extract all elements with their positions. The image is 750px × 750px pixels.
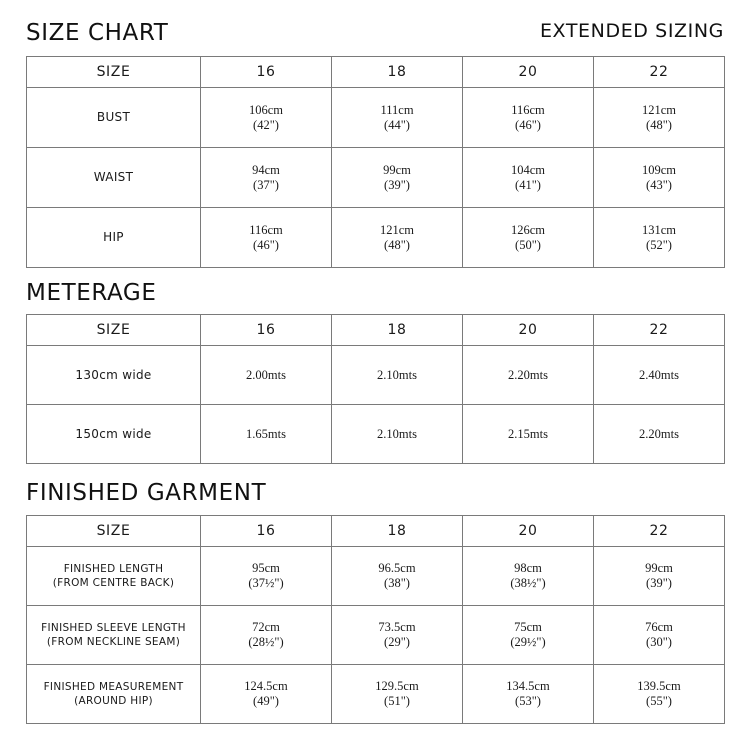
table-cell: 75cm (29½") [463, 606, 594, 665]
table-cell: 76cm (30") [594, 606, 725, 665]
finished-garment-table [26, 515, 725, 724]
row-label-finished-measurement: FINISHED MEASUREMENT (AROUND HIP) [27, 665, 201, 724]
table-cell: 98cm (38½") [463, 547, 594, 606]
table-row [27, 346, 725, 405]
header-cell-22: 22 [594, 516, 725, 547]
row-label-150cm-wide: 150cm wide [27, 405, 201, 464]
table-cell: 1.65mts [201, 405, 332, 464]
table-cell: 95cm (37½") [201, 547, 332, 606]
row-label-finished-sleeve-length: FINISHED SLEEVE LENGTH (FROM NECKLINE SEAM) [27, 606, 201, 665]
header-cell-18: 18 [332, 57, 463, 88]
table-cell: 2.10mts [332, 346, 463, 405]
table-cell: 2.10mts [332, 405, 463, 464]
header-cell-20: 20 [463, 516, 594, 547]
table-cell: 2.15mts [463, 405, 594, 464]
table-cell: 124.5cm (49") [201, 665, 332, 724]
table-row [27, 148, 725, 208]
row-label-finished-length: FINISHED LENGTH (FROM CENTRE BACK) [27, 547, 201, 606]
table-cell: 99cm (39") [594, 547, 725, 606]
table-row [27, 547, 725, 606]
row-label-hip: HIP [27, 208, 201, 268]
table-cell: 2.40mts [594, 346, 725, 405]
size-chart-title: SIZE CHART [26, 20, 169, 46]
table-cell: 2.20mts [463, 346, 594, 405]
header-cell-20: 20 [463, 315, 594, 346]
table-cell: 126cm (50") [463, 208, 594, 268]
table-header-row [27, 315, 725, 346]
header-cell-18: 18 [332, 516, 463, 547]
table-cell: 99cm (39") [332, 148, 463, 208]
header-cell-16: 16 [201, 57, 332, 88]
table-cell: 134.5cm (53") [463, 665, 594, 724]
table-cell: 2.00mts [201, 346, 332, 405]
header-cell-20: 20 [463, 57, 594, 88]
table-cell: 129.5cm (51") [332, 665, 463, 724]
header-cell-22: 22 [594, 315, 725, 346]
row-label-130cm-wide: 130cm wide [27, 346, 201, 405]
row-label-waist: WAIST [27, 148, 201, 208]
table-cell: 109cm (43") [594, 148, 725, 208]
table-cell: 94cm (37") [201, 148, 332, 208]
table-cell: 2.20mts [594, 405, 725, 464]
header-cell-size: SIZE [27, 516, 201, 547]
table-row [27, 665, 725, 724]
header-cell-16: 16 [201, 315, 332, 346]
table-cell: 139.5cm (55") [594, 665, 725, 724]
header-cell-size: SIZE [27, 57, 201, 88]
table-cell: 106cm (42") [201, 88, 332, 148]
table-header-row [27, 516, 725, 547]
extended-sizing-label: EXTENDED SIZING [539, 20, 724, 42]
table-cell: 116cm (46") [201, 208, 332, 268]
table-row [27, 208, 725, 268]
finished-garment-title: FINISHED GARMENT [26, 480, 267, 506]
header-cell-size: SIZE [27, 315, 201, 346]
table-cell: 121cm (48") [332, 208, 463, 268]
header-cell-22: 22 [594, 57, 725, 88]
meterage-table [26, 314, 725, 464]
table-cell: 73.5cm (29") [332, 606, 463, 665]
table-cell: 121cm (48") [594, 88, 725, 148]
table-cell: 104cm (41") [463, 148, 594, 208]
table-row [27, 88, 725, 148]
header-cell-16: 16 [201, 516, 332, 547]
row-label-bust: BUST [27, 88, 201, 148]
header-cell-18: 18 [332, 315, 463, 346]
table-cell: 96.5cm (38") [332, 547, 463, 606]
meterage-title: METERAGE [26, 280, 157, 306]
table-cell: 116cm (46") [463, 88, 594, 148]
table-cell: 72cm (28½") [201, 606, 332, 665]
table-row [27, 405, 725, 464]
table-cell: 111cm (44") [332, 88, 463, 148]
table-cell: 131cm (52") [594, 208, 725, 268]
size-chart-table [26, 56, 725, 268]
table-header-row [27, 57, 725, 88]
table-row [27, 606, 725, 665]
